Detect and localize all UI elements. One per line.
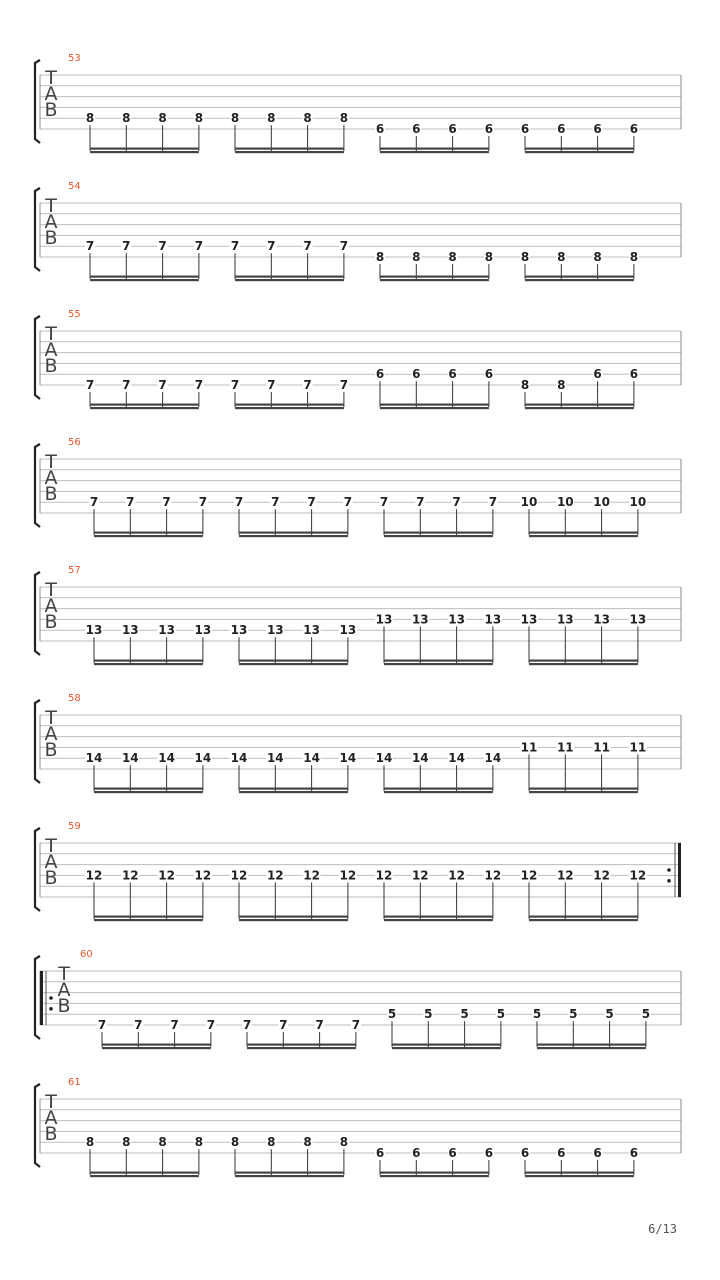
beam bbox=[525, 279, 634, 281]
fret-number: 13 bbox=[121, 623, 139, 638]
fret-number: 8 bbox=[448, 250, 457, 264]
fret-number: 6 bbox=[593, 122, 602, 136]
fret-number: 5 bbox=[424, 1007, 433, 1022]
beam bbox=[529, 663, 638, 665]
tab-clef-letter: A bbox=[44, 83, 58, 105]
beam bbox=[94, 788, 203, 790]
fret-number: 12 bbox=[520, 868, 538, 883]
beam bbox=[380, 279, 489, 281]
tab-clef-letter: B bbox=[57, 995, 71, 1017]
fret-number: 7 bbox=[89, 495, 99, 510]
fret-number: 5 bbox=[532, 1007, 542, 1022]
beam bbox=[392, 1044, 501, 1046]
fret-number: 14 bbox=[303, 751, 320, 766]
beam bbox=[384, 532, 493, 534]
fret-number: 14 bbox=[339, 751, 357, 766]
beam bbox=[525, 276, 634, 278]
fret-number: 7 bbox=[267, 239, 276, 254]
tab-clef-letter: B bbox=[44, 1123, 58, 1145]
beam bbox=[239, 660, 348, 662]
fret-number: 12 bbox=[411, 868, 429, 883]
beam bbox=[94, 919, 203, 921]
beam bbox=[239, 791, 348, 793]
fret-number: 8 bbox=[412, 250, 421, 264]
tab-clef-letter: A bbox=[44, 467, 58, 489]
system-bracket bbox=[35, 828, 40, 911]
fret-number: 8 bbox=[194, 111, 204, 126]
beam bbox=[384, 663, 493, 665]
fret-number: 14 bbox=[194, 751, 212, 766]
system-bracket bbox=[35, 700, 40, 783]
fret-number: 6 bbox=[448, 1146, 457, 1160]
fret-number: 13 bbox=[411, 612, 429, 627]
beam bbox=[90, 151, 199, 153]
fret-number: 6 bbox=[412, 1146, 421, 1160]
fret-number: 7 bbox=[170, 1018, 179, 1032]
tab-clef-letter: A bbox=[44, 595, 58, 617]
tab-clef-letter: T bbox=[45, 323, 57, 345]
beam bbox=[239, 532, 348, 534]
beam bbox=[247, 1044, 356, 1046]
beam bbox=[90, 1175, 199, 1177]
fret-number: 13 bbox=[593, 612, 610, 627]
beam bbox=[239, 919, 348, 921]
fret-number: 12 bbox=[194, 868, 212, 883]
fret-number: 6 bbox=[557, 1146, 566, 1160]
fret-number: 14 bbox=[158, 751, 175, 766]
beam bbox=[90, 276, 199, 278]
beam bbox=[94, 532, 203, 534]
measure-number: 58 bbox=[68, 693, 81, 704]
fret-number: 12 bbox=[484, 868, 502, 883]
fret-number: 12 bbox=[556, 868, 574, 883]
fret-number: 7 bbox=[279, 1018, 288, 1032]
tab-clef-letter: B bbox=[44, 867, 58, 889]
tab-clef-letter: B bbox=[44, 227, 58, 249]
fret-number: 5 bbox=[605, 1007, 614, 1022]
tab-clef-letter: A bbox=[44, 1107, 58, 1129]
system-bracket bbox=[35, 316, 40, 399]
beam bbox=[529, 660, 638, 662]
fret-number: 10 bbox=[593, 495, 610, 510]
fret-number: 13 bbox=[303, 623, 320, 638]
fret-number: 12 bbox=[448, 868, 465, 883]
fret-number: 6 bbox=[484, 1146, 494, 1160]
beam bbox=[380, 151, 489, 153]
fret-number: 8 bbox=[230, 111, 240, 126]
fret-number: 7 bbox=[234, 495, 244, 510]
repeat-dot bbox=[49, 1007, 53, 1011]
fret-number: 7 bbox=[351, 1018, 361, 1032]
fret-number: 6 bbox=[448, 122, 457, 136]
tab-clef-letter: B bbox=[44, 355, 58, 377]
fret-number: 7 bbox=[339, 378, 349, 392]
fret-number: 11 bbox=[520, 740, 538, 755]
fret-number: 13 bbox=[339, 623, 357, 638]
fret-number: 8 bbox=[122, 111, 131, 126]
system-bracket bbox=[35, 444, 40, 527]
fret-number: 8 bbox=[303, 111, 312, 126]
tab-clef-letter: A bbox=[44, 723, 58, 745]
repeat-start-bar bbox=[40, 971, 43, 1025]
beam bbox=[235, 148, 344, 150]
fret-number: 7 bbox=[416, 495, 425, 510]
fret-number: 8 bbox=[85, 1135, 95, 1150]
measure-number: 60 bbox=[80, 949, 93, 960]
beam bbox=[384, 919, 493, 921]
tab-clef-letter: A bbox=[44, 851, 58, 873]
beam bbox=[239, 663, 348, 665]
fret-number: 6 bbox=[375, 1146, 385, 1160]
beam bbox=[94, 660, 203, 662]
beam bbox=[384, 791, 493, 793]
measure-number: 59 bbox=[68, 821, 81, 832]
fret-number: 7 bbox=[134, 1018, 143, 1032]
beam bbox=[235, 1172, 344, 1174]
beam bbox=[94, 535, 203, 537]
fret-number: 12 bbox=[303, 868, 320, 883]
fret-number: 7 bbox=[158, 239, 167, 254]
measure-number: 55 bbox=[68, 309, 81, 320]
beam bbox=[380, 404, 489, 406]
repeat-dot bbox=[49, 996, 53, 1000]
beam bbox=[235, 279, 344, 281]
fret-number: 7 bbox=[194, 239, 204, 254]
beam bbox=[380, 1172, 489, 1174]
fret-number: 8 bbox=[629, 250, 639, 264]
fret-number: 7 bbox=[452, 495, 461, 510]
beam bbox=[247, 1047, 356, 1049]
beam bbox=[102, 1044, 211, 1046]
beam bbox=[384, 788, 493, 790]
fret-number: 13 bbox=[230, 623, 248, 638]
fret-number: 7 bbox=[85, 378, 95, 392]
fret-number: 11 bbox=[556, 740, 574, 755]
tab-clef-letter: T bbox=[45, 1091, 57, 1113]
fret-number: 11 bbox=[629, 740, 647, 755]
beam bbox=[90, 148, 199, 150]
fret-number: 8 bbox=[267, 111, 276, 126]
fret-number: 14 bbox=[375, 751, 393, 766]
fret-number: 13 bbox=[520, 612, 538, 627]
beam bbox=[529, 791, 638, 793]
fret-number: 8 bbox=[484, 250, 494, 264]
beam bbox=[235, 407, 344, 409]
fret-number: 13 bbox=[556, 612, 574, 627]
beam bbox=[380, 148, 489, 150]
fret-number: 7 bbox=[126, 495, 135, 510]
fret-number: 10 bbox=[556, 495, 574, 510]
beam bbox=[94, 916, 203, 918]
fret-number: 6 bbox=[484, 367, 494, 382]
fret-number: 7 bbox=[158, 378, 167, 392]
system-bracket bbox=[35, 572, 40, 655]
fret-number: 8 bbox=[158, 111, 167, 126]
fret-number: 7 bbox=[271, 495, 280, 510]
fret-number: 12 bbox=[593, 868, 610, 883]
fret-number: 14 bbox=[448, 751, 465, 766]
tab-clef-letter: B bbox=[44, 483, 58, 505]
beam bbox=[529, 535, 638, 537]
tab-clef-letter: B bbox=[44, 611, 58, 633]
fret-number: 12 bbox=[339, 868, 357, 883]
fret-number: 7 bbox=[230, 239, 240, 254]
fret-number: 7 bbox=[303, 378, 312, 392]
fret-number: 8 bbox=[593, 250, 602, 264]
measure-number: 53 bbox=[68, 53, 81, 64]
beam bbox=[90, 407, 199, 409]
beam bbox=[525, 1175, 634, 1177]
beam bbox=[102, 1047, 211, 1049]
beam bbox=[380, 276, 489, 278]
beam bbox=[94, 791, 203, 793]
tab-clef-letter: T bbox=[58, 963, 70, 985]
fret-number: 7 bbox=[162, 495, 171, 510]
beam bbox=[529, 919, 638, 921]
beam bbox=[525, 407, 634, 409]
beam bbox=[384, 916, 493, 918]
beam bbox=[235, 1175, 344, 1177]
fret-number: 8 bbox=[267, 1135, 276, 1150]
fret-number: 7 bbox=[206, 1018, 216, 1032]
beam bbox=[90, 279, 199, 281]
fret-number: 12 bbox=[266, 868, 284, 883]
fret-number: 8 bbox=[85, 111, 95, 126]
fret-number: 13 bbox=[375, 612, 393, 627]
fret-number: 6 bbox=[629, 1146, 639, 1160]
fret-number: 11 bbox=[593, 740, 610, 755]
fret-number: 7 bbox=[122, 239, 131, 254]
fret-number: 14 bbox=[230, 751, 248, 766]
system-bracket bbox=[35, 188, 40, 271]
fret-number: 8 bbox=[122, 1135, 131, 1150]
system-bracket bbox=[35, 1084, 40, 1167]
fret-number: 13 bbox=[85, 623, 103, 638]
tab-clef-letter: T bbox=[45, 835, 57, 857]
beam bbox=[90, 404, 199, 406]
fret-number: 6 bbox=[557, 122, 566, 136]
fret-number: 12 bbox=[158, 868, 175, 883]
measure-number: 57 bbox=[68, 565, 81, 576]
fret-number: 8 bbox=[520, 378, 530, 392]
tab-clef-letter: B bbox=[44, 739, 58, 761]
fret-number: 6 bbox=[412, 122, 421, 136]
fret-number: 8 bbox=[339, 1135, 349, 1150]
fret-number: 5 bbox=[496, 1007, 506, 1022]
tab-clef-letter: T bbox=[45, 195, 57, 217]
fret-number: 12 bbox=[121, 868, 139, 883]
fret-number: 6 bbox=[484, 122, 494, 136]
fret-number: 10 bbox=[520, 495, 538, 510]
page-number: 6/13 bbox=[648, 1222, 677, 1236]
fret-number: 6 bbox=[629, 122, 639, 136]
fret-number: 7 bbox=[230, 378, 240, 392]
tab-clef-letter: A bbox=[44, 339, 58, 361]
tab-clef-letter: T bbox=[45, 707, 57, 729]
tab-clef-letter: T bbox=[45, 579, 57, 601]
beam bbox=[90, 1172, 199, 1174]
beam bbox=[525, 1172, 634, 1174]
fret-number: 6 bbox=[593, 367, 602, 382]
beam bbox=[525, 404, 634, 406]
fret-number: 8 bbox=[375, 250, 385, 264]
beam bbox=[235, 276, 344, 278]
tab-clef-letter: T bbox=[45, 67, 57, 89]
fret-number: 5 bbox=[641, 1007, 651, 1022]
tab-clef-letter: T bbox=[45, 451, 57, 473]
fret-number: 14 bbox=[121, 751, 139, 766]
repeat-end-bar bbox=[678, 843, 681, 897]
system-bracket bbox=[35, 60, 40, 143]
beam bbox=[529, 788, 638, 790]
fret-number: 7 bbox=[303, 239, 312, 254]
measure-number: 61 bbox=[68, 1077, 81, 1088]
fret-number: 5 bbox=[387, 1007, 397, 1022]
fret-number: 8 bbox=[230, 1135, 240, 1150]
beam bbox=[239, 535, 348, 537]
fret-number: 7 bbox=[194, 378, 204, 392]
fret-number: 6 bbox=[629, 367, 639, 382]
repeat-dot bbox=[667, 868, 671, 872]
beam bbox=[235, 404, 344, 406]
fret-number: 7 bbox=[315, 1018, 324, 1032]
beam bbox=[384, 535, 493, 537]
fret-number: 14 bbox=[484, 751, 502, 766]
fret-number: 14 bbox=[266, 751, 284, 766]
fret-number: 10 bbox=[629, 495, 647, 510]
fret-number: 8 bbox=[557, 378, 566, 392]
fret-number: 12 bbox=[629, 868, 647, 883]
fret-number: 7 bbox=[97, 1018, 107, 1032]
fret-number: 5 bbox=[569, 1007, 578, 1022]
fret-number: 12 bbox=[375, 868, 393, 883]
measure-number: 54 bbox=[68, 181, 81, 192]
fret-number: 6 bbox=[520, 1146, 530, 1160]
fret-number: 7 bbox=[242, 1018, 252, 1032]
fret-number: 8 bbox=[303, 1135, 312, 1150]
fret-number: 5 bbox=[460, 1007, 469, 1022]
fret-number: 12 bbox=[85, 868, 103, 883]
measure-number: 56 bbox=[68, 437, 81, 448]
fret-number: 8 bbox=[339, 111, 349, 126]
beam bbox=[525, 148, 634, 150]
fret-number: 13 bbox=[448, 612, 465, 627]
fret-number: 13 bbox=[266, 623, 284, 638]
beam bbox=[525, 151, 634, 153]
beam bbox=[529, 532, 638, 534]
fret-number: 7 bbox=[267, 378, 276, 392]
fret-number: 8 bbox=[158, 1135, 167, 1150]
beam bbox=[392, 1047, 501, 1049]
fret-number: 6 bbox=[593, 1146, 602, 1160]
fret-number: 7 bbox=[339, 239, 349, 254]
beam bbox=[384, 660, 493, 662]
fret-number: 12 bbox=[230, 868, 248, 883]
beam bbox=[239, 788, 348, 790]
fret-number: 8 bbox=[194, 1135, 204, 1150]
system-bracket bbox=[35, 956, 40, 1039]
beam bbox=[537, 1044, 646, 1046]
fret-number: 6 bbox=[520, 122, 530, 136]
beam bbox=[380, 407, 489, 409]
fret-number: 7 bbox=[85, 239, 95, 254]
fret-number: 6 bbox=[448, 367, 457, 382]
tab-clef-letter: B bbox=[44, 99, 58, 121]
beam bbox=[235, 151, 344, 153]
repeat-dot bbox=[667, 879, 671, 883]
fret-number: 7 bbox=[343, 495, 353, 510]
tab-clef-letter: A bbox=[44, 211, 58, 233]
beam bbox=[529, 916, 638, 918]
fret-number: 6 bbox=[375, 367, 385, 382]
fret-number: 13 bbox=[194, 623, 212, 638]
fret-number: 8 bbox=[520, 250, 530, 264]
fret-number: 7 bbox=[122, 378, 131, 392]
fret-number: 7 bbox=[379, 495, 389, 510]
fret-number: 6 bbox=[375, 122, 385, 136]
fret-number: 13 bbox=[484, 612, 502, 627]
fret-number: 6 bbox=[412, 367, 421, 382]
fret-number: 13 bbox=[629, 612, 647, 627]
beam bbox=[380, 1175, 489, 1177]
fret-number: 7 bbox=[488, 495, 498, 510]
fret-number: 7 bbox=[307, 495, 316, 510]
beam bbox=[94, 663, 203, 665]
beam bbox=[537, 1047, 646, 1049]
fret-number: 7 bbox=[198, 495, 208, 510]
fret-number: 14 bbox=[411, 751, 429, 766]
tab-clef-letter: A bbox=[57, 979, 71, 1001]
fret-number: 13 bbox=[158, 623, 175, 638]
fret-number: 8 bbox=[557, 250, 566, 264]
beam bbox=[239, 916, 348, 918]
fret-number: 14 bbox=[85, 751, 103, 766]
